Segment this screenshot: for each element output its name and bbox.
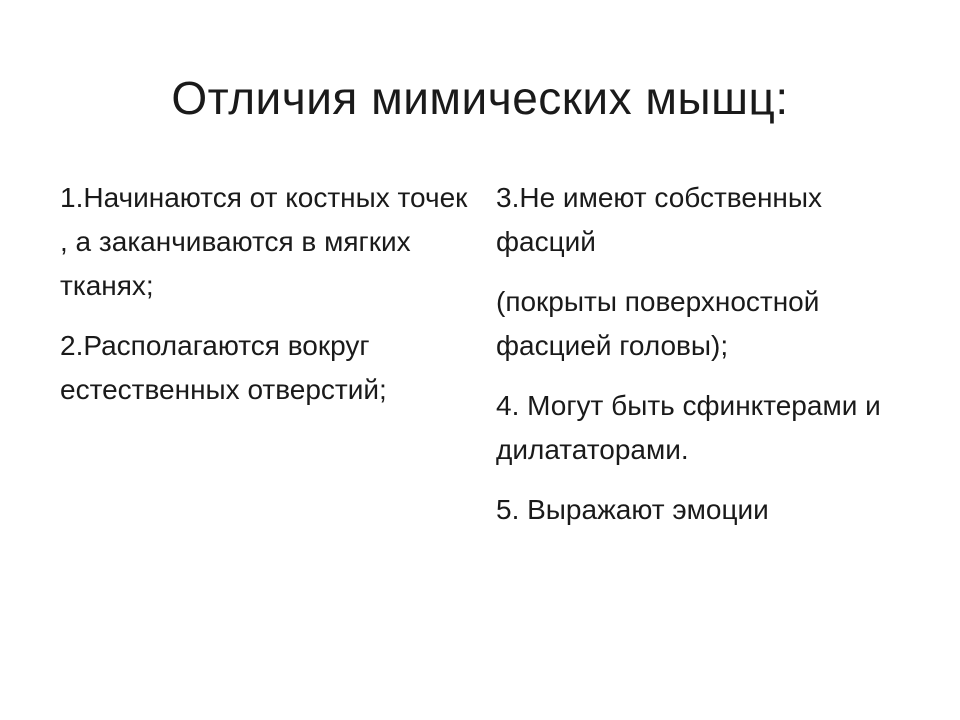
slide-title: Отличия мимических мышц: <box>171 72 789 124</box>
right-paragraph-2: (покрыты поверхностной фасцией головы); <box>496 286 820 361</box>
left-paragraph-1: 1.Начинаются от костных точек , а заканчиваются в мягких тканях; <box>60 182 468 301</box>
right-paragraph-1: 3.Не имеют собственных фасций <box>496 182 822 257</box>
right-column <box>496 176 916 548</box>
right-paragraph-4: 5. Выражают эмоции <box>496 494 769 525</box>
left-column <box>60 176 470 428</box>
left-paragraph-2: 2.Располагаются вокруг естественных отверстий; <box>60 330 387 405</box>
right-paragraph-3: 4. Могут быть сфинктерами и дилататорами. <box>496 390 881 465</box>
